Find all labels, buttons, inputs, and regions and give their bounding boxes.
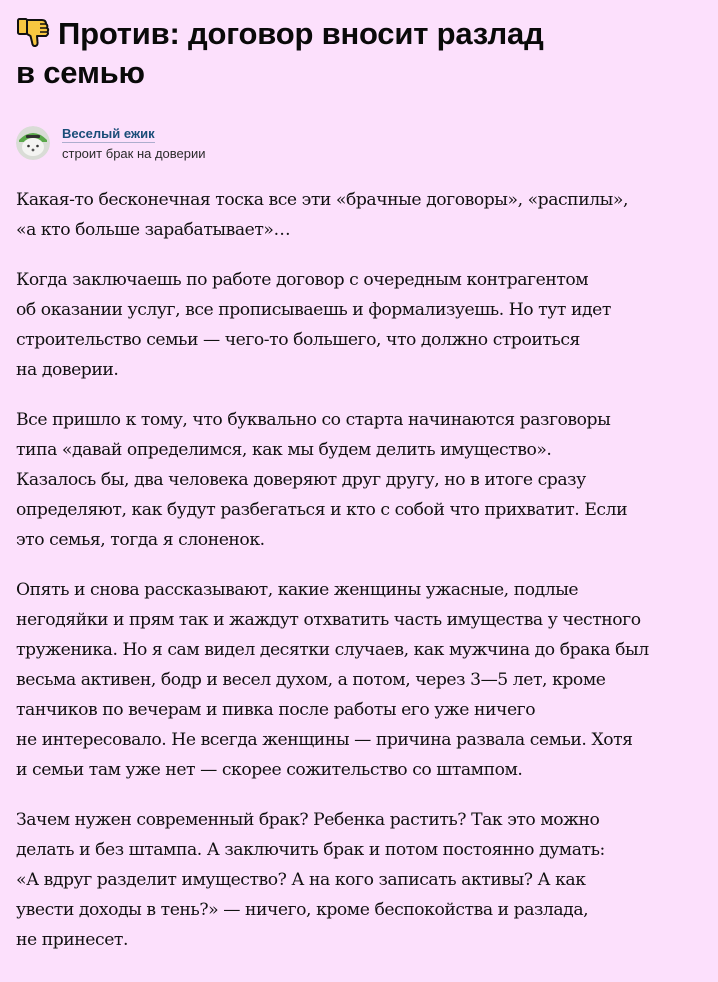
paragraph-line: это семья, тогда я слоненок. [16, 530, 265, 550]
paragraph-line: не интересовало. Не всегда женщины — причина развала семьи. Хотя [16, 730, 633, 750]
author-status: строит брак на доверии [62, 146, 206, 161]
author-card [16, 126, 416, 166]
paragraph-line: строительство семьи — чего-то большего, что должно строиться [16, 330, 580, 350]
paragraph-line: типа «давай определимся, как мы будем делить имущество». [16, 440, 552, 460]
paragraph-line: Казалось бы, два человека доверяют друг другу, но в итоге сразу [16, 470, 586, 490]
paragraph-line: Опять и снова рассказывают, какие женщины ужасные, подлые [16, 580, 579, 600]
paragraph-line: негодяйки и прям так и жаждут отхватить часть имущества у честного [16, 610, 641, 630]
paragraph-2 [16, 265, 706, 385]
title-line-1: Против: договор вносит разлад [58, 16, 544, 51]
paragraph-line: «а кто больше зарабатывает»… [16, 220, 291, 240]
hedgehog-avatar-icon[interactable] [16, 126, 50, 160]
paragraph-line: об оказании услуг, все прописываешь и формализуешь. Но тут идет [16, 300, 611, 320]
paragraph-line: на доверии. [16, 360, 119, 380]
paragraph-3 [16, 405, 706, 555]
paragraph-line: «А вдруг разделит имущество? А на кого записать активы? А как [16, 870, 586, 890]
paragraph-5 [16, 805, 706, 955]
paragraph-line: и семьи там уже нет — скорее сожительство со штампом. [16, 760, 523, 780]
author-name-link[interactable]: Веселый ежик [62, 126, 155, 141]
paragraph-line: определяют, как будут разбегаться и кто с собой что прихватит. Если [16, 500, 628, 520]
paragraph-line: весьма активен, бодр и весел духом, а потом, через 3—5 лет, кроме [16, 670, 606, 690]
paragraph-4 [16, 575, 706, 785]
paragraph-line: труженика. Но я сам видел десятки случаев, как мужчина до брака был [16, 640, 649, 660]
paragraph-line: Какая-то бесконечная тоска все эти «брачные договоры», «распилы», [16, 190, 628, 210]
paragraph-line: танчиков по вечерам и пивка после работы его уже ничего [16, 700, 536, 720]
paragraph-line: не принесет. [16, 930, 129, 950]
paragraph-line: Все пришло к тому, что буквально со старта начинаются разговоры [16, 410, 611, 430]
paragraph-line: Когда заключаешь по работе договор с очередным контрагентом [16, 270, 589, 290]
paragraph-1 [16, 185, 706, 245]
paragraph-line: делать и без штампа. А заключить брак и потом постоянно думать: [16, 840, 605, 860]
title-line-2: в семью [16, 55, 145, 90]
paragraph-line: увести доходы в тень?» — ничего, кроме беспокойства и разлада, [16, 900, 589, 920]
paragraph-line: Зачем нужен современный брак? Ребенка растить? Так это можно [16, 810, 600, 830]
article-body [16, 185, 706, 975]
article-title [16, 14, 702, 92]
thumbs-down-icon [16, 16, 50, 48]
